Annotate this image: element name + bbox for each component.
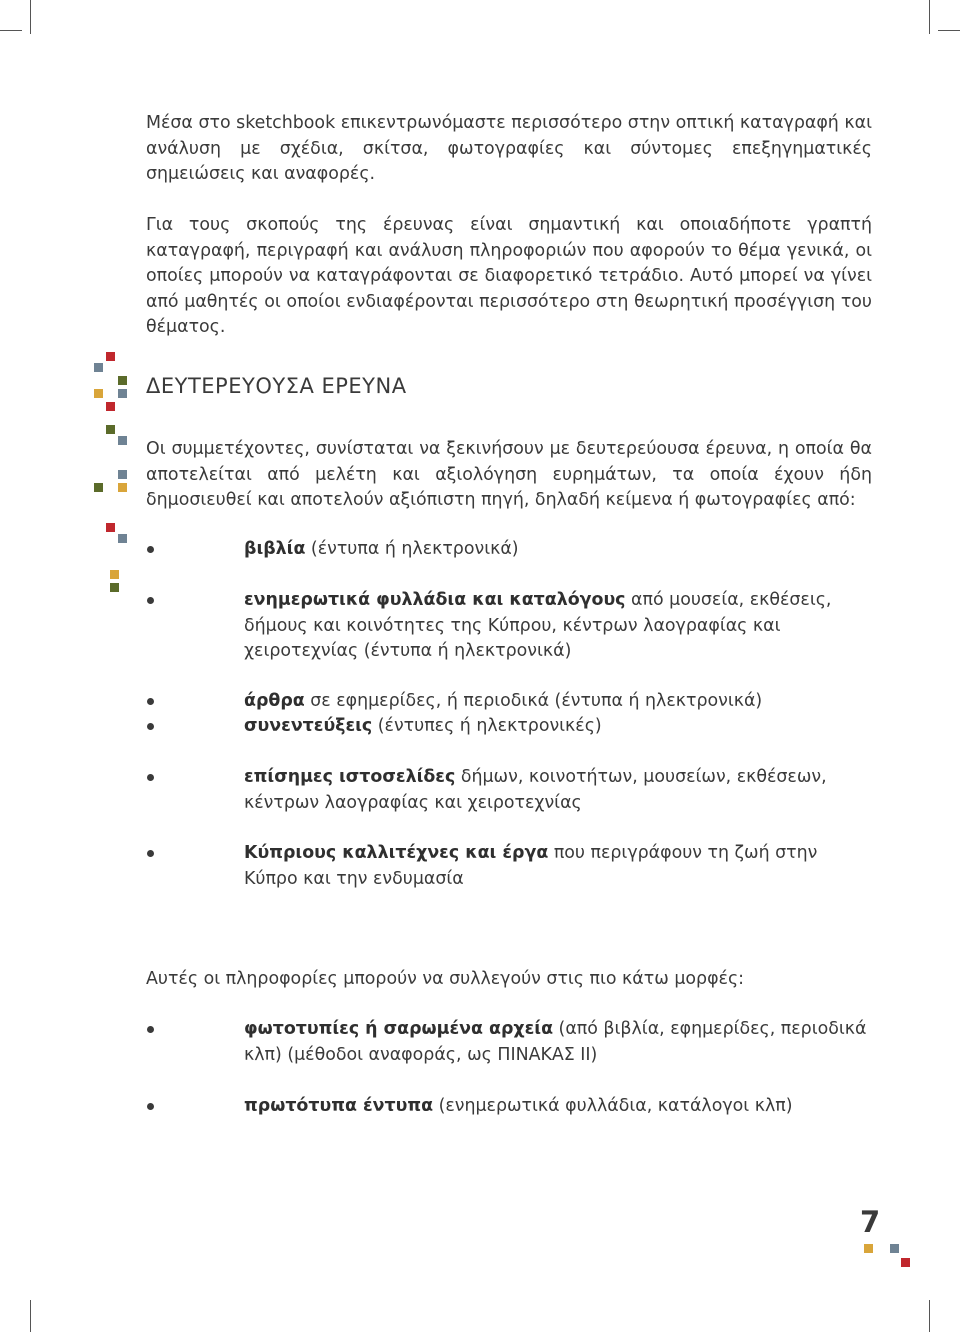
square: [110, 583, 119, 592]
list-item: Κύπριους καλλιτέχνες και έργα που περιγράφουν τη ζωή στην Κύπρο και την ενδυμασία: [244, 843, 818, 889]
forms-paragraph: Αυτές οι πληροφορίες μπορούν να συλλεγούν στις πιο κάτω μορφές:: [146, 969, 745, 989]
bullet: [147, 774, 154, 781]
crop-mark-bottom-left: [30, 1300, 31, 1332]
intro-paragraph: Μέσα στο sketchbook επικεντρωνόμαστε περισσότερο στην οπτική καταγραφή και ανάλυση με σχέδια, σκίτσα, φωτογραφίες και σύντομες επεξηγηματικές σημειώσεις και αναφορές.: [146, 113, 872, 184]
square: [118, 534, 127, 543]
list-item: ενημερωτικά φυλλάδια και καταλόγους από μουσεία, εκθέσεις, δήμους και κοινότητες της Κύπρου, κέντρων λαογραφίας και χειροτεχνίας (έντυπα ή ηλεκτρονικά): [244, 590, 832, 661]
list-item: επίσημες ιστοσελίδες δήμων, κοινοτήτων, μουσείων, εκθέσεων, κέντρων λαογραφίας και χειροτεχνίας: [244, 767, 827, 813]
research-paragraph: Για τους σκοπούς της έρευνας είναι σημαντική και οποιαδήποτε γραπτή καταγραφή, περιγραφή και ανάλυση πληροφοριών που αφορούν το θέμα γενικά, οι οποίες μπορούν να καταγράφονται σε διαφορετικό τετράδιο. Αυτό μπορεί να γίνει από μαθητές οι οποίοι ενδιαφέρονται περισσότερο στη θεωρητική προσέγγιση του θέματος.: [146, 215, 872, 337]
square: [94, 363, 103, 372]
bullet: [147, 850, 154, 857]
square: [106, 352, 115, 361]
square: [118, 483, 127, 492]
square: [94, 389, 103, 398]
square: [118, 436, 127, 445]
crop-mark-top-right: [929, 0, 930, 34]
square: [94, 483, 103, 492]
list-item: βιβλία (έντυπα ή ηλεκτρονικά): [244, 539, 519, 559]
bullet: [147, 597, 154, 604]
list-item: άρθρα σε εφημερίδες, ή περιοδικά (έντυπα ή ηλεκτρονικά): [244, 691, 763, 711]
square: [118, 470, 127, 479]
bullet: [147, 546, 154, 553]
page-number: 7: [860, 1205, 881, 1239]
crop-mark-top-right-h: [938, 30, 960, 31]
square: [106, 425, 115, 434]
crop-mark-top-left: [30, 0, 31, 34]
list-item: συνεντεύξεις (έντυπες ή ηλεκτρονικές): [244, 716, 602, 736]
list-item: φωτοτυπίες ή σαρωμένα αρχεία (από βιβλία, εφημερίδες, περιοδικά κλπ) (μέθοδοι αναφοράς, ως ΠΙΝΑΚΑΣ ΙΙ): [244, 1019, 867, 1065]
bullet: [147, 1026, 154, 1033]
square: [106, 523, 115, 532]
square: [106, 402, 115, 411]
page-square: [890, 1244, 899, 1253]
crop-mark-top-left-h: [0, 30, 22, 31]
bullet: [147, 1103, 154, 1110]
list-item: πρωτότυπα έντυπα (ενημερωτικά φυλλάδια, κατάλογοι κλπ): [244, 1096, 793, 1116]
square: [110, 570, 119, 579]
section-paragraph: Οι συμμετέχοντες, συνίσταται να ξεκινήσουν με δευτερεύουσα έρευνα, η οποία θα αποτελείται από μελέτη και αξιολόγηση ευρημάτων, τα οποία έχουν ήδη δημοσιευθεί και αποτελούν αξιόπιστη πηγή, δηλαδή κείμενα ή φωτογραφίες από:: [146, 439, 872, 510]
bullet: [147, 698, 154, 705]
section-heading: ΔΕΥΤΕΡΕΥΟΥΣΑ ΕΡΕΥΝΑ: [146, 374, 407, 398]
square: [118, 376, 127, 385]
bullet: [147, 723, 154, 730]
page-square: [901, 1258, 910, 1267]
page-square: [864, 1244, 873, 1253]
crop-mark-bottom-right: [929, 1300, 930, 1332]
square: [118, 389, 127, 398]
